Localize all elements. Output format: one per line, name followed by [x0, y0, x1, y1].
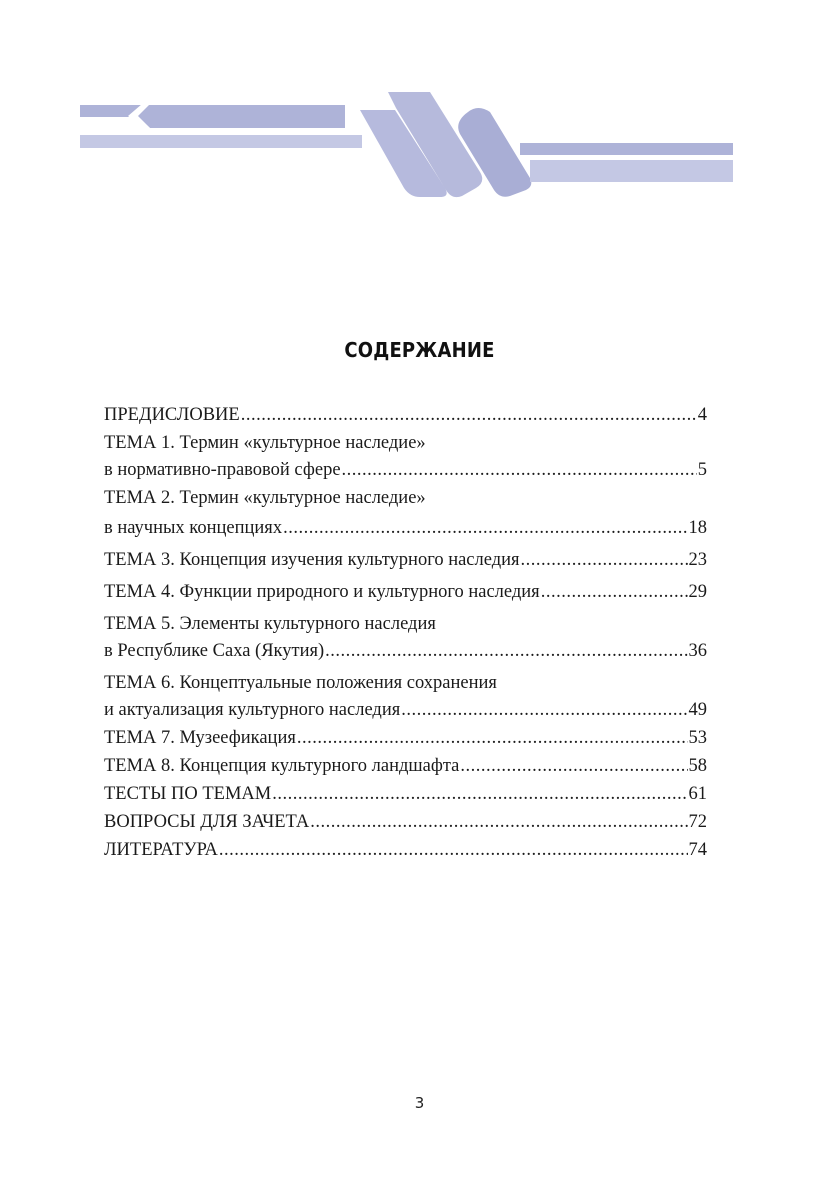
- toc-entry-page: 23: [688, 550, 707, 570]
- toc-entry-topic-5[interactable]: [104, 611, 707, 665]
- toc-entry-exam-questions[interactable]: [104, 809, 707, 836]
- toc-entry-literature[interactable]: [104, 837, 707, 864]
- leader-dots: [541, 579, 688, 606]
- toc-entry-topic-6[interactable]: [104, 670, 707, 724]
- leader-dots: [342, 457, 697, 484]
- left-stripe-top: [80, 105, 345, 128]
- toc-entry-preface[interactable]: [104, 402, 707, 429]
- toc-entry-page: 61: [688, 784, 707, 804]
- toc-entry-page: 4: [697, 405, 707, 425]
- page-number: 3: [414, 1094, 425, 1112]
- toc-entry-title: ТЕМА 6. Концептуальные положения сохранения: [104, 673, 497, 693]
- toc-entry-topic-2[interactable]: [104, 485, 707, 542]
- toc-entry-title: ТЕСТЫ ПО ТЕМАМ: [104, 784, 272, 804]
- toc-entry-page: 58: [688, 756, 707, 776]
- left-stripe-bottom: [80, 135, 362, 148]
- toc-entry-page: 74: [688, 840, 707, 860]
- toc-entry-title-cont: в нормативно-правовой сфере: [104, 460, 341, 480]
- toc-entry-title: ТЕМА 2. Термин «культурное наследие»: [104, 488, 426, 508]
- toc-entry-topic-7[interactable]: [104, 725, 707, 752]
- leader-dots: [521, 547, 688, 574]
- toc-entry-page: 53: [688, 728, 707, 748]
- toc-entry-tests[interactable]: [104, 781, 707, 808]
- toc-entry-title: ТЕМА 7. Музеефикация: [104, 728, 296, 748]
- leader-dots: [241, 402, 697, 429]
- toc-entry-topic-3[interactable]: [104, 547, 707, 574]
- toc-entry-title: ЛИТЕРАТУРА: [104, 840, 218, 860]
- leader-dots: [325, 638, 687, 665]
- right-stripe-top: [520, 143, 733, 155]
- leader-dots: [310, 809, 687, 836]
- leader-dots: [283, 515, 687, 542]
- toc-entry-title: ВОПРОСЫ ДЛЯ ЗАЧЕТА: [104, 812, 310, 832]
- table-of-contents: [104, 402, 707, 865]
- toc-title: СОДЕРЖАНИЕ: [344, 338, 495, 362]
- toc-entry-topic-1[interactable]: [104, 430, 707, 484]
- toc-entry-topic-4[interactable]: [104, 579, 707, 606]
- toc-entry-title: ТЕМА 5. Элементы культурного наследия: [104, 614, 436, 634]
- leader-dots: [219, 837, 688, 864]
- toc-entry-page: 29: [688, 582, 707, 602]
- right-stripe-bottom: [530, 160, 733, 182]
- toc-entry-title: ТЕМА 3. Концепция изучения культурного наследия: [104, 550, 520, 570]
- toc-entry-page: 49: [688, 700, 707, 720]
- toc-entry-title-cont: в Республике Саха (Якутия): [104, 641, 325, 661]
- leader-dots: [272, 781, 687, 808]
- toc-entry-title: ПРЕДИСЛОВИЕ: [104, 405, 240, 425]
- toc-entry-page: 72: [688, 812, 707, 832]
- toc-entry-page: 36: [688, 641, 707, 661]
- toc-entry-page: 18: [688, 518, 707, 538]
- toc-entry-title-cont: в научных концепциях: [104, 518, 283, 538]
- header-decoration: [0, 0, 839, 230]
- toc-entry-title: ТЕМА 8. Концепция культурного ландшафта: [104, 756, 460, 776]
- toc-entry-title: ТЕМА 1. Термин «культурное наследие»: [104, 433, 426, 453]
- toc-entry-topic-8[interactable]: [104, 753, 707, 780]
- leader-dots: [401, 697, 687, 724]
- toc-entry-title: ТЕМА 4. Функции природного и культурного наследия: [104, 582, 540, 602]
- leader-dots: [297, 725, 688, 752]
- leader-dots: [460, 753, 687, 780]
- toc-entry-page: 5: [697, 460, 707, 480]
- toc-entry-title-cont: и актуализация культурного наследия: [104, 700, 401, 720]
